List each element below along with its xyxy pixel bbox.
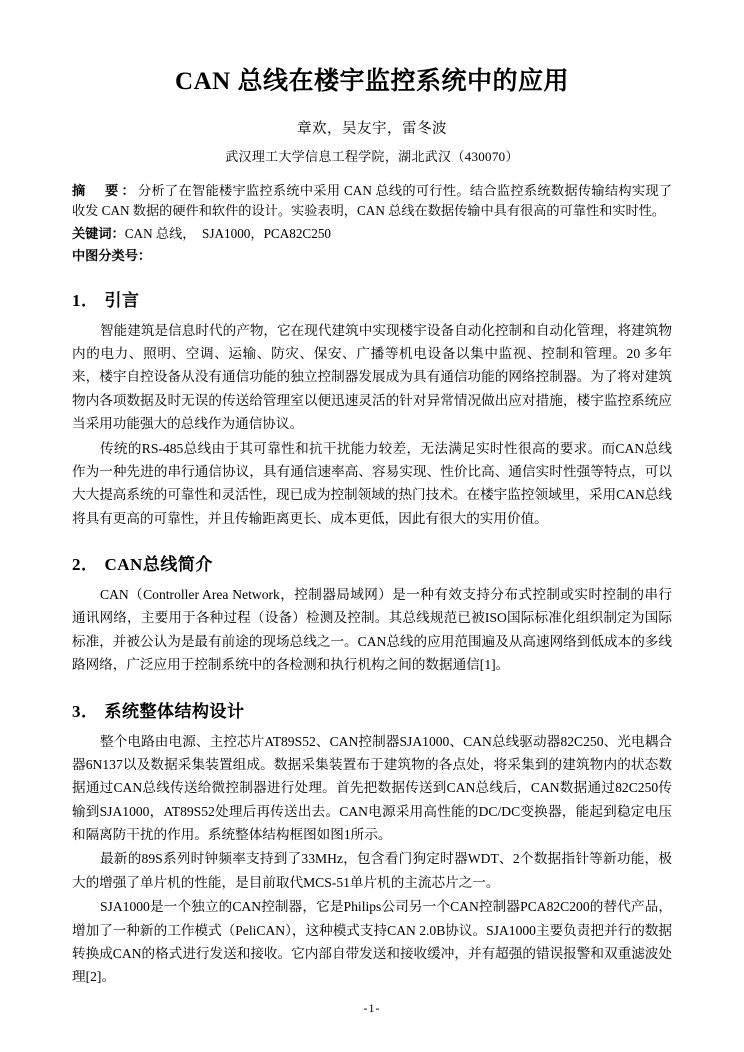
section-number-2: 2． [72, 555, 99, 575]
affiliation: 武汉理工大学信息工程学院，湖北武汉（430070） [225, 148, 519, 164]
classification-label: 中图分类号： [72, 247, 152, 263]
abstract [72, 181, 672, 222]
author-list: 章欢，吴友宇，雷冬波 [297, 120, 447, 137]
paragraph: 传统的RS-485总线由于其可靠性和抗干扰能力较差，无法满足实时性很高的要求。而CAN总线作为一种先进的串行通信协议，具有通信速率高、容易实现、性价比高、通信实时性强等特点，可以大大提高系统的可靠性和灵活性，现已成为控制领域的热门技术。在楼宇监控领域里，采用CAN总线将具有更高的可靠性，并且传输距离更长、成本更低，因此有很大的实用价值。 [72, 440, 672, 526]
paragraph: 整个电路由电源、主控芯片AT89S52、CAN控制器SJA1000、CAN总线驱动器82C250、光电耦合器6N137以及数据采集装置组成。数据采集装置布于建筑物的各点处，将采集到的建筑物内的状态数据通过CAN总线传送给微控制器进行处理。首先把数据传送到CAN总线后，CAN数据通过82C250传输到SJA1000，AT89S52处理后再传送出去。CAN电源采用高性能的DC/DC变换器，能起到稳定电压和隔离防干扰的作用。系统整体结构框图如图1所示。 [72, 733, 672, 843]
classification-number [72, 245, 672, 266]
page-title: CAN 总线在楼宇监控系统中的应用 [175, 68, 569, 95]
abstract-text: 分析了在智能楼宇监控系统中采用 CAN 总线的可行性。结合监控系统数据传输结构实现了收发 CAN 数据的硬件和软件的设计。实验表明，CAN 总线在数据传输中具有很高的可靠性和实时性。 [72, 182, 673, 218]
paragraph: CAN（Controller Area Network，控制器局域网）是一种有效支持分布式控制或实时控制的串行通讯网络，主要用于各种过程（设备）检测及控制。其总线规范已被ISO国际标准化组织制定为国际标准，并被公认为是最有前途的现场总线之一。CAN总线的应用范围遍及从高速网络到低成本的多线路网络，广泛应用于控制系统中的各检测和执行机构之间的数据通信[1]。 [72, 587, 672, 673]
section-title-3: 系统整体结构设计 [104, 701, 245, 721]
section-title-1: 引言 [104, 290, 140, 310]
keywords [72, 223, 672, 244]
document-content [72, 66, 672, 990]
keywords-label: 关键词： [72, 226, 125, 242]
paragraph: 最新的89S系列时钟频率支持到了33MHz，包含看门狗定时器WDT、2个数据指针等新功能，极大的增强了单片机的性能，是目前取代MCS-51单片机的主流芯片之一。 [72, 851, 672, 890]
paragraph: SJA1000是一个独立的CAN控制器，它是Philips公司另一个CAN控制器PCA82C200的替代产品，增加了一种新的工作模式（PeliCAN），这种模式支持CAN 2.0B协议。SJA1000主要负责把并行的数据转换成CAN的格式进行发送和接收。它内部自带发送和接收缓冲，并有超强的错误报警和双重滤波处理[2]。 [72, 899, 672, 985]
page-footer [0, 1001, 744, 1016]
section-heading-1 [72, 286, 672, 311]
section-number-3: 3． [72, 701, 99, 721]
keywords-text: CAN 总线， SJA1000，PCA82C250 [124, 226, 332, 242]
section-title-2: CAN总线简介 [104, 555, 213, 575]
section-heading-3 [72, 697, 672, 722]
section-heading-2 [72, 550, 672, 575]
page-number: -1- [363, 1001, 381, 1015]
abstract-label: 摘 要： [72, 182, 138, 198]
section-number-1: 1． [72, 290, 99, 310]
paragraph: 智能建筑是信息时代的产物，它在现代建筑中实现楼宇设备自动化控制和自动化管理，将建筑物内的电力、照明、空调、运输、防灾、保安、广播等机电设备以集中监视、控制和管理。20 多年来，楼宇自控设备从没有通信功能的独立控制器发展成为具有通信功能的网络控制器。为了将对建筑物内各项数据及时无误的传送给管理室以便迅速灵活的针对异常情况做出应对措施，楼宇监控系统应当采用功能强大的总线作为通信协议。 [72, 322, 672, 432]
